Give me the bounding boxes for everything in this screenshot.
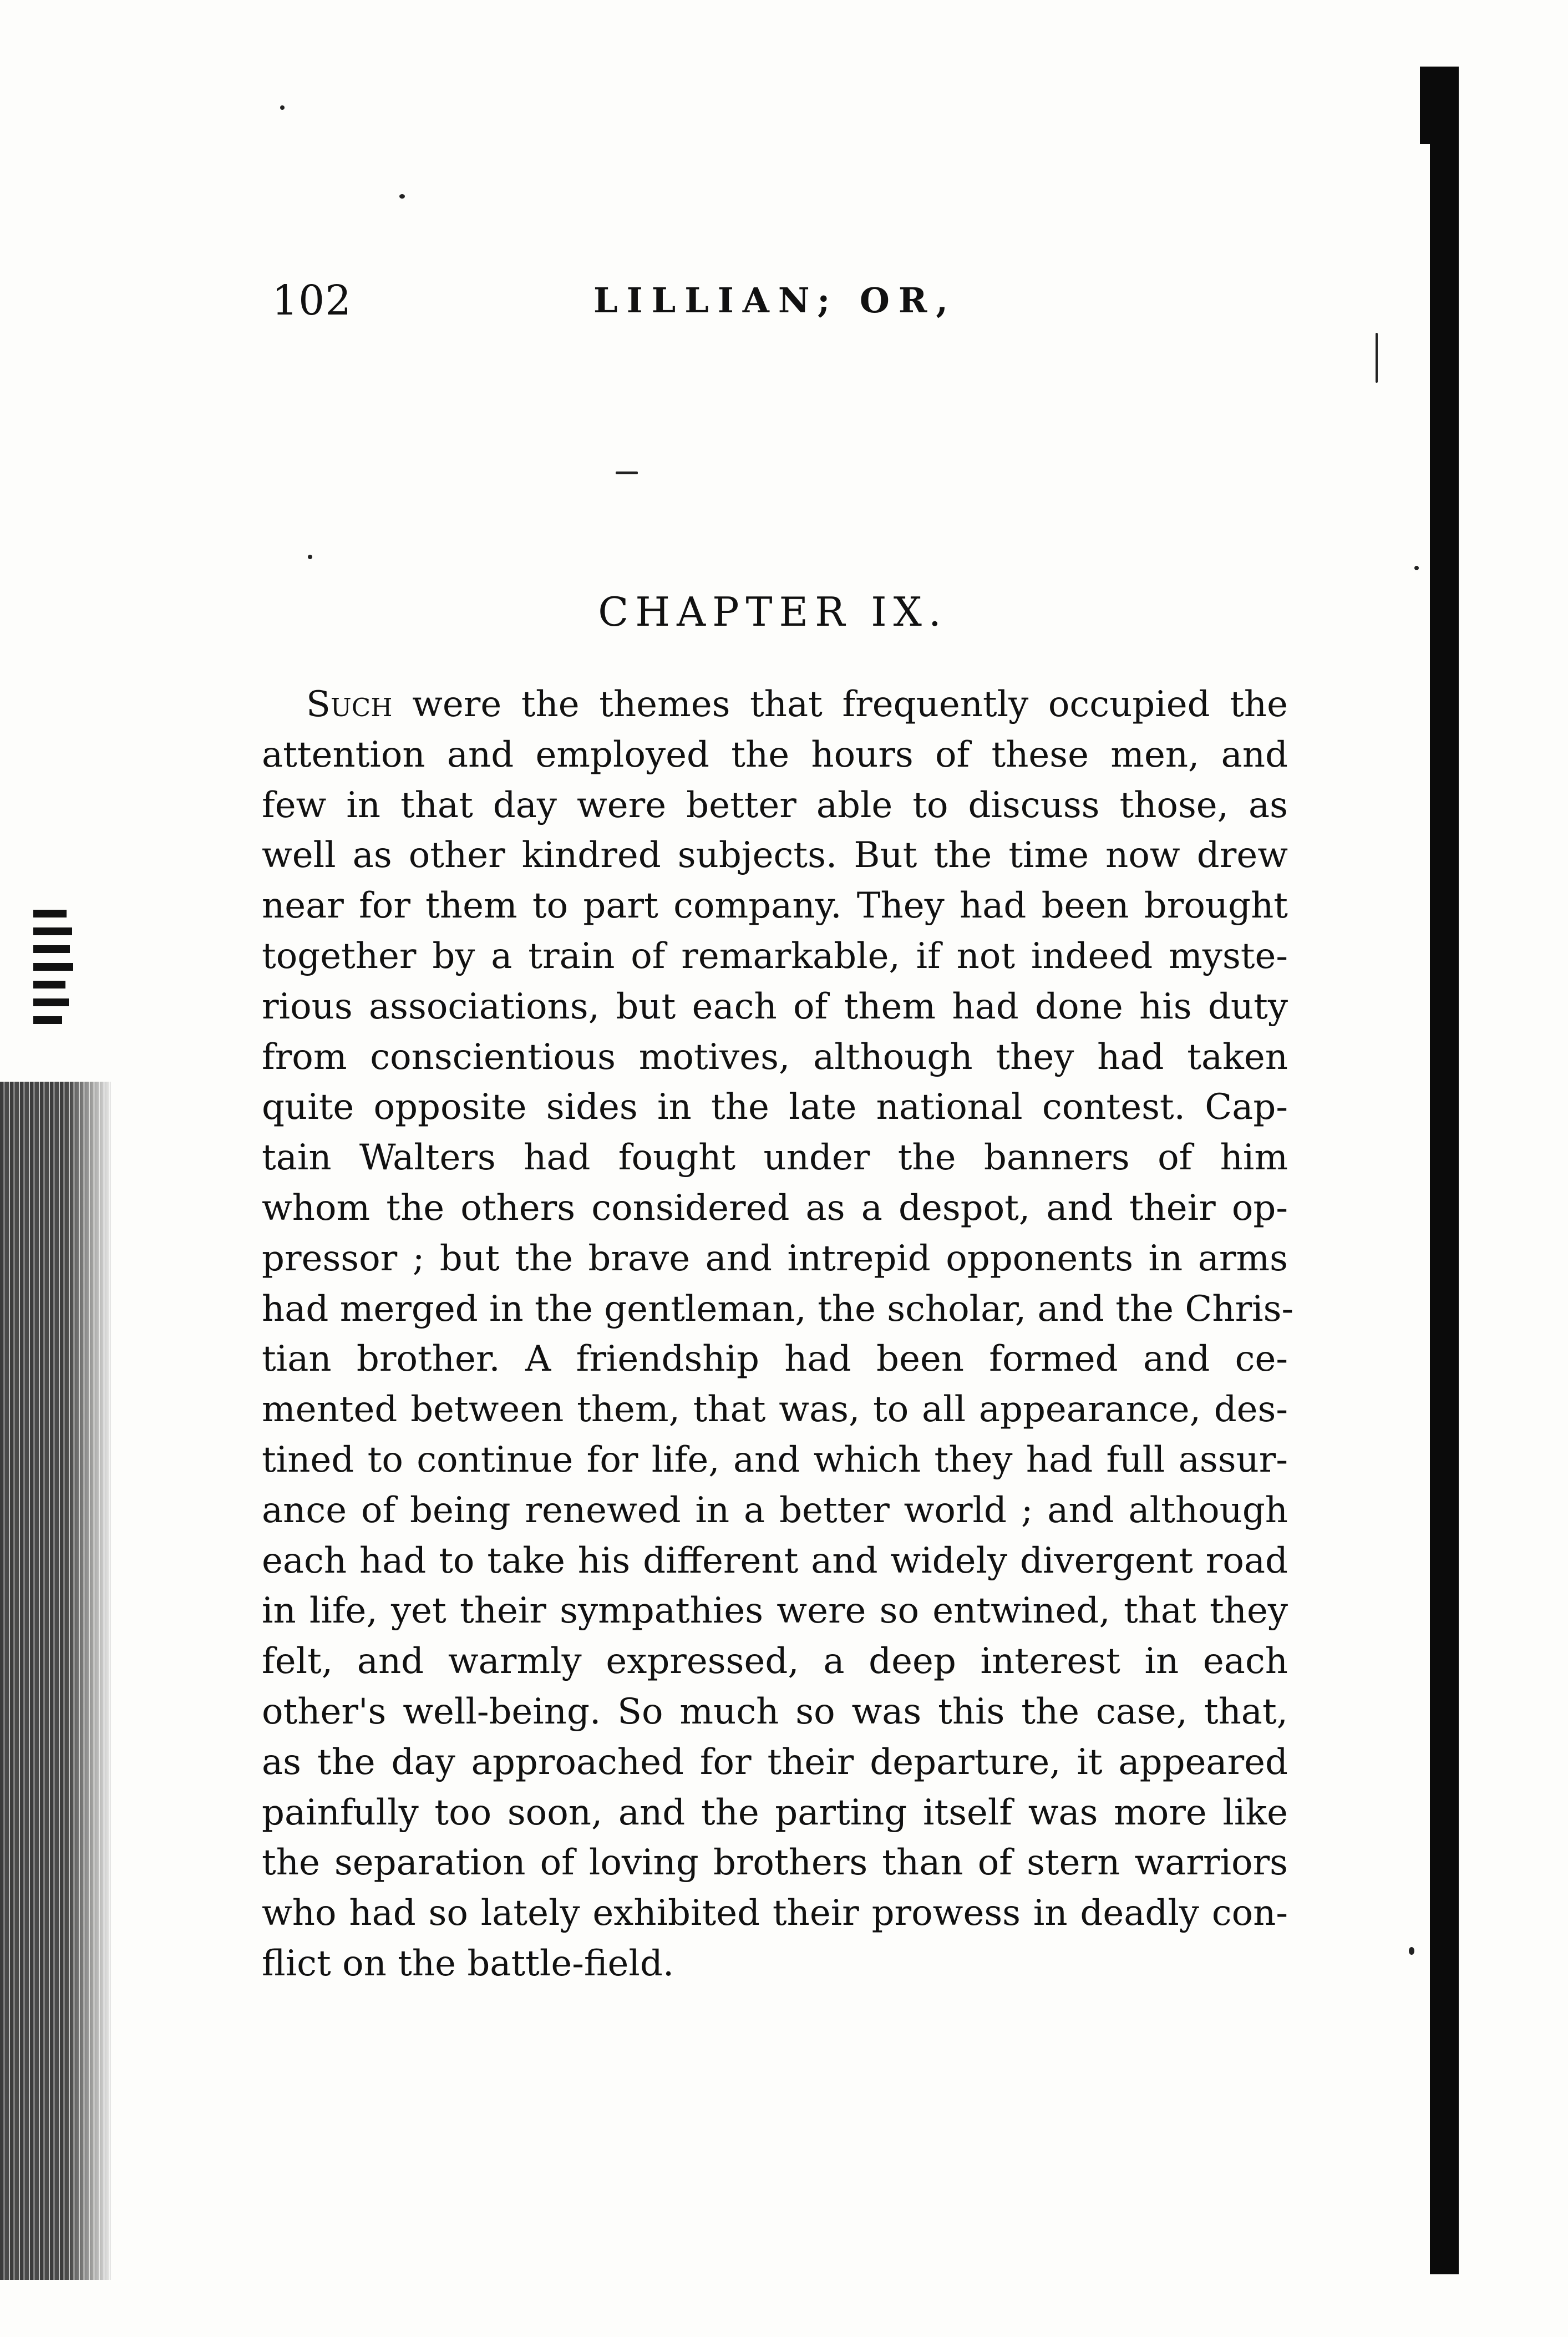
text-line: tian brother. A friendship had been formed and ce- bbox=[262, 1339, 1288, 1380]
text-line: tined to continue for life, and which they had full assur- bbox=[262, 1439, 1288, 1481]
text-line: quite opposite sides in the late national contest. Cap- bbox=[262, 1087, 1288, 1128]
running-head: LILLIAN; OR, bbox=[593, 280, 957, 321]
bound-edge-fade bbox=[67, 1082, 116, 2280]
text-line: tain Walters had fought under the banners of him bbox=[262, 1137, 1288, 1179]
text-line: mented between them, that was, to all appearance, des- bbox=[262, 1389, 1288, 1431]
text-line: few in that day were better able to discuss those, as bbox=[262, 784, 1288, 826]
text-line: who had so lately exhibited their prowess in deadly con- bbox=[262, 1893, 1288, 1934]
text-line: from conscientious motives, although they had taken bbox=[262, 1036, 1288, 1078]
bound-edge-marks bbox=[33, 910, 100, 1109]
text-line: pressor ; but the brave and intrepid opponents in arms bbox=[262, 1238, 1288, 1279]
page-number: 102 bbox=[272, 277, 352, 325]
text-line: near for them to part company. They had been brought bbox=[262, 885, 1288, 927]
text-line: as the day approached for their departure, it appeared bbox=[262, 1741, 1288, 1783]
text-line: Such were the themes that frequently occupied the bbox=[306, 684, 1288, 725]
chapter-title: CHAPTER IX. bbox=[598, 589, 948, 635]
drop-word: Such bbox=[306, 684, 393, 725]
text-line: in life, yet their sympathies were so entwined, that they bbox=[262, 1590, 1288, 1632]
page-header bbox=[272, 273, 1298, 328]
chapter-heading bbox=[0, 581, 1568, 642]
text-line: each had to take his different and widely divergent road bbox=[262, 1540, 1288, 1581]
text-line: the separation of loving brothers than of stern warriors bbox=[262, 1842, 1288, 1884]
text-line: flict on the battle-field. bbox=[262, 1943, 674, 1984]
right-margin-rule-notch bbox=[1420, 67, 1431, 144]
text-line: painfully too soon, and the parting itself was more like bbox=[262, 1792, 1288, 1833]
text-line: well as other kindred subjects. But the time now drew bbox=[262, 835, 1288, 876]
text-line: whom the others considered as a despot, and their op- bbox=[262, 1187, 1288, 1229]
text-line: other's well-being. So much so was this the case, that, bbox=[262, 1691, 1288, 1732]
text-line: attention and employed the hours of these men, and bbox=[262, 734, 1288, 775]
text-line: rious associations, but each of them had done his duty bbox=[262, 986, 1288, 1027]
right-margin-rule bbox=[1430, 67, 1459, 2274]
text-line: felt, and warmly expressed, a deep interest in each bbox=[262, 1641, 1288, 1682]
body-paragraph bbox=[262, 680, 1294, 1989]
text-line: had merged in the gentleman, the scholar, and the Chris- bbox=[262, 1288, 1294, 1330]
text-line: together by a train of remarkable, if not indeed myste- bbox=[262, 935, 1288, 977]
text-line: ance of being renewed in a better world ; and although bbox=[262, 1489, 1288, 1531]
